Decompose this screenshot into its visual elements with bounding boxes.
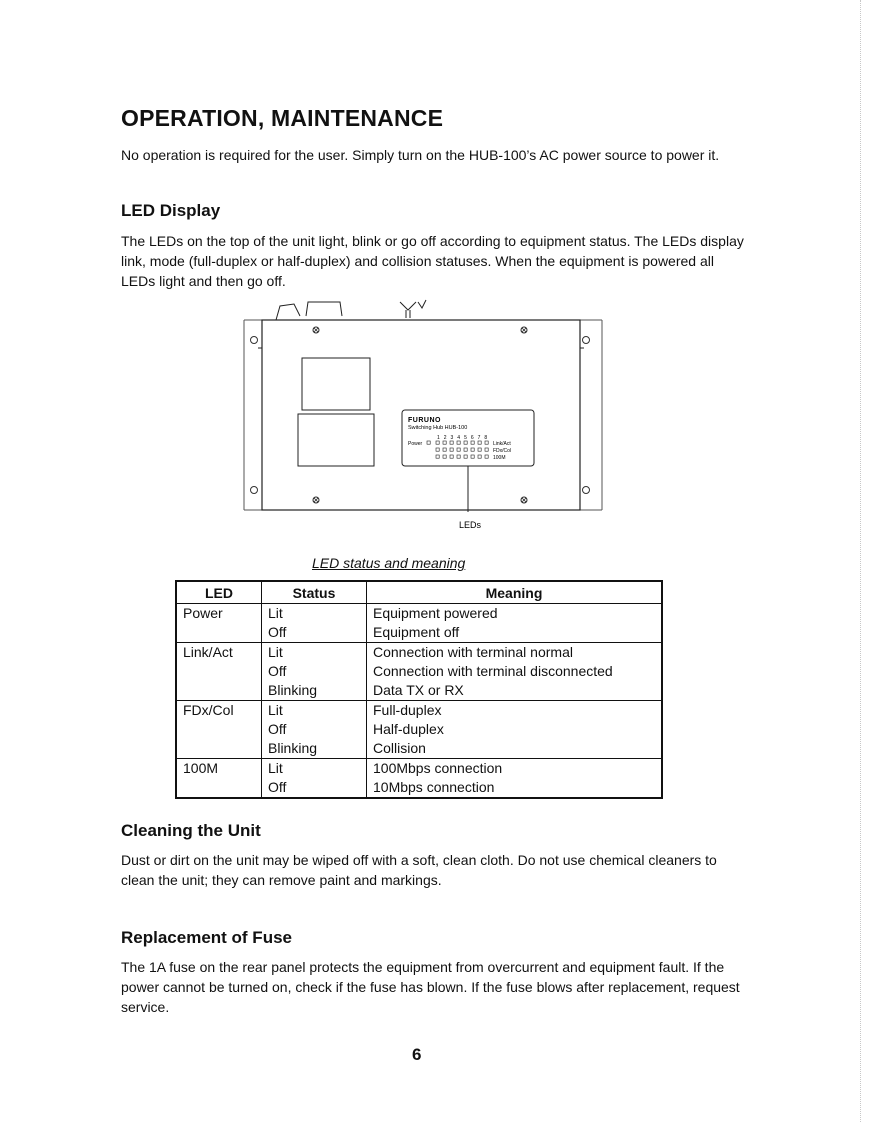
status-text: Off <box>268 663 287 679</box>
header-status: Status <box>262 581 367 604</box>
status-cell <box>262 643 367 701</box>
meaning-cell <box>367 604 663 643</box>
cleaning-paragraph: Dust or dirt on the unit may be wiped off with a soft, clean cloth. Do not use chemical cleaners to clean the unit; they can remove paint and markings. <box>121 852 717 888</box>
cleaning-heading: Cleaning the Unit <box>121 821 261 840</box>
fuse-heading: Replacement of Fuse <box>121 928 292 947</box>
header-led: LED <box>176 581 262 604</box>
meaning-text: Connection with terminal normal <box>373 644 573 660</box>
label-plate <box>298 414 374 466</box>
meaning-cell <box>367 759 663 799</box>
mounting-hole <box>251 337 258 344</box>
status-text: Blinking <box>268 740 318 756</box>
screw <box>313 497 319 503</box>
meaning-cell <box>367 701 663 759</box>
table-row <box>176 604 662 643</box>
row-label-fdx-col: FDx/Col <box>493 448 512 454</box>
led-cell: Link/Act <box>176 643 262 701</box>
status-text: Blinking <box>268 682 318 698</box>
table-row <box>176 643 662 701</box>
meaning-text: Collision <box>373 740 426 756</box>
led-display-heading: LED Display <box>121 201 221 220</box>
screw <box>521 327 527 333</box>
brand-logo: FURUNO <box>408 417 441 424</box>
status-text: Off <box>268 624 287 640</box>
page-title: OPERATION, MAINTENANCE <box>121 105 444 131</box>
table-header-row <box>176 581 662 604</box>
meaning-text: Connection with terminal disconnected <box>373 663 613 679</box>
status-text: Lit <box>268 605 283 621</box>
led-cell: FDx/Col <box>176 701 262 759</box>
led-status-table <box>175 580 663 799</box>
mounting-hole <box>583 487 590 494</box>
led-display-paragraph: The LEDs on the top of the unit light, blink or go off according to equipment status. The LEDs display link, mode (full-duplex or half-duplex) and collision statuses. When the equipment is powered all LEDs light and then go off. <box>121 233 744 289</box>
hub-drawing <box>240 296 606 536</box>
meaning-text: 100Mbps connection <box>373 760 503 776</box>
page-number: 6 <box>412 1045 422 1064</box>
led-cell: 100M <box>176 759 262 799</box>
table-row <box>176 701 662 759</box>
table-row <box>176 759 662 799</box>
status-text: Lit <box>268 702 283 718</box>
grounding-terminal-icon <box>400 300 426 318</box>
screw <box>521 497 527 503</box>
led-cell: Power <box>176 604 262 643</box>
header-meaning: Meaning <box>367 581 663 604</box>
fuse-paragraph: The 1A fuse on the rear panel protects the equipment from overcurrent and equipment fault. If the power cannot be turned on, check if the fuse has blown. If the fuse blows after replacement, request service. <box>121 959 740 1015</box>
page-edge-rule <box>860 0 861 1122</box>
screw <box>313 327 319 333</box>
leds-callout-label: LEDs <box>459 520 482 530</box>
meaning-text: Data TX or RX <box>373 682 464 698</box>
hub-top-view-diagram <box>240 296 606 536</box>
meaning-text: Equipment off <box>373 624 460 640</box>
status-cell <box>262 701 367 759</box>
meaning-text: Half-duplex <box>373 721 444 737</box>
status-text: Lit <box>268 760 283 776</box>
row-label-100m: 100M <box>493 455 506 461</box>
meaning-cell <box>367 643 663 701</box>
table-caption: LED status and meaning <box>312 555 466 571</box>
row-label-link-act: Link/Act <box>493 441 511 447</box>
power-label: Power <box>408 441 423 447</box>
status-text: Lit <box>268 644 283 660</box>
status-text: Off <box>268 779 287 795</box>
port-numbers: 1 2 3 4 5 6 7 8 <box>437 435 489 441</box>
status-cell <box>262 759 367 799</box>
label-plate <box>302 358 370 410</box>
mounting-hole <box>251 487 258 494</box>
model-line: Switching Hub HUB-100 <box>408 425 468 431</box>
connector-outline <box>276 302 342 320</box>
intro-paragraph: No operation is required for the user. Simply turn on the HUB-100’s AC power source to power it. <box>121 147 720 163</box>
meaning-text: Full-duplex <box>373 702 442 718</box>
meaning-text: Equipment powered <box>373 605 498 621</box>
status-text: Off <box>268 721 287 737</box>
meaning-text: 10Mbps connection <box>373 779 495 795</box>
status-cell <box>262 604 367 643</box>
mounting-hole <box>583 337 590 344</box>
